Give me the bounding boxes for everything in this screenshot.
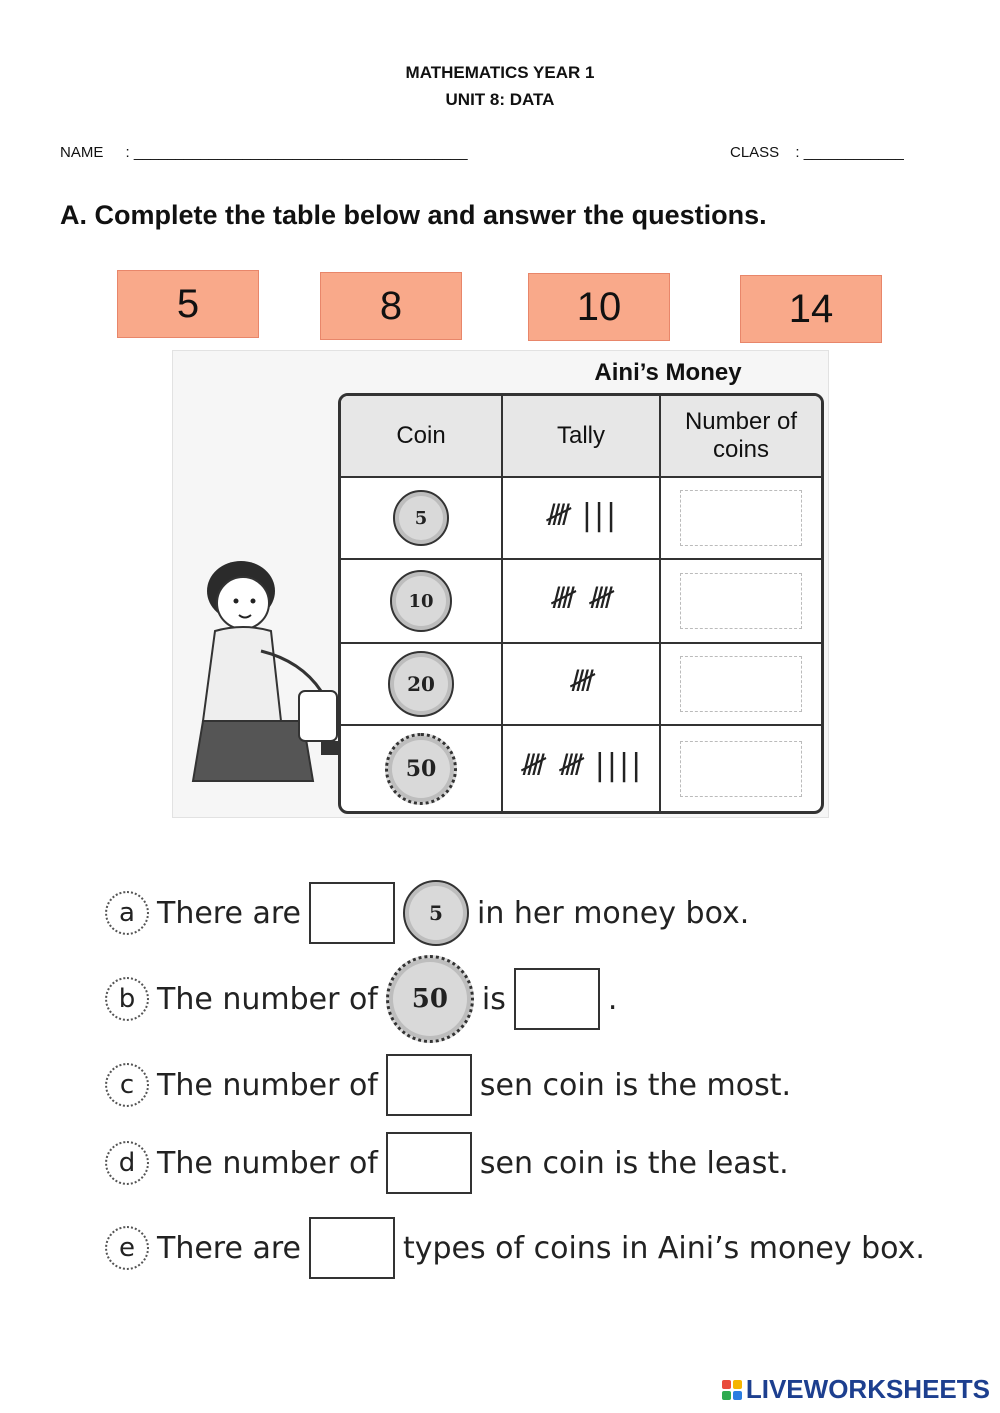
question-text-before: The number of — [157, 1067, 378, 1103]
table-row — [341, 478, 821, 560]
class-row — [730, 144, 904, 161]
header-number-of-coins: Number of coins — [661, 396, 821, 476]
table-row — [341, 726, 821, 811]
worksheet-subtitle: UNIT 8: DATA — [445, 90, 555, 109]
count-cell — [661, 478, 821, 558]
option-10[interactable]: 10 — [528, 273, 670, 341]
question-letter: e — [105, 1226, 149, 1270]
tally-table-panel — [172, 350, 829, 818]
coin-5-sen-icon — [403, 880, 469, 946]
tally-table — [338, 393, 824, 814]
table-row — [341, 560, 821, 644]
count-drop-zone-20-sen[interactable] — [680, 656, 802, 712]
question-d — [105, 1132, 789, 1194]
count-cell — [661, 726, 821, 811]
question-b — [105, 955, 617, 1043]
question-e — [105, 1217, 925, 1279]
question-text-after: sen coin is the most. — [479, 1067, 792, 1103]
coin-5-sen-icon — [393, 490, 449, 546]
count-drop-zone-10-sen[interactable] — [680, 573, 802, 629]
question-text-after: . — [607, 981, 618, 1017]
question-letter: c — [105, 1063, 149, 1107]
coin-value: 5 — [429, 901, 443, 925]
question-text-after: types of coins in Aini’s money box. — [402, 1230, 925, 1266]
tally-cell: 𝍸 ||| — [503, 478, 661, 558]
name-label: NAME — [60, 144, 104, 161]
question-text-after: sen coin is the least. — [479, 1145, 789, 1181]
tally-cell: 𝍸 𝍸 — [503, 560, 661, 642]
coin-20-sen-icon — [388, 651, 454, 717]
tally-cell: 𝍸 — [503, 644, 661, 724]
option-5[interactable]: 5 — [117, 270, 259, 338]
question-letter: a — [105, 891, 149, 935]
count-drop-zone-50-sen[interactable] — [680, 741, 802, 797]
table-header-row — [341, 396, 821, 478]
coin-value: 5 — [414, 507, 428, 529]
answer-box-c[interactable] — [386, 1054, 472, 1116]
table-row — [341, 644, 821, 726]
header-coin: Coin — [341, 396, 503, 476]
coin-cell — [341, 478, 503, 558]
question-text-after: in her money box. — [476, 895, 750, 931]
worksheet-title: MATHEMATICS YEAR 1 — [405, 63, 595, 82]
coin-10-sen-icon — [390, 570, 452, 632]
class-line: : ____________ — [795, 144, 904, 161]
name-row — [60, 144, 468, 161]
brand-text: LIVEWORKSHEETS — [745, 1374, 990, 1404]
coin-cell — [341, 560, 503, 642]
coin-50-sen-icon — [386, 955, 474, 1043]
question-letter: b — [105, 977, 149, 1021]
count-cell — [661, 644, 821, 724]
option-14[interactable]: 14 — [740, 275, 882, 343]
coin-50-sen-icon — [385, 733, 457, 805]
question-text-before: The number of — [157, 981, 378, 1017]
question-c — [105, 1054, 791, 1116]
coin-cell — [341, 644, 503, 724]
girl-illustration — [181, 551, 341, 791]
logo-grid-icon — [722, 1380, 742, 1400]
count-drop-zone-5-sen[interactable] — [680, 490, 802, 546]
question-text-before: There are — [157, 895, 301, 931]
option-8[interactable]: 8 — [320, 272, 462, 340]
coin-cell — [341, 726, 503, 811]
answer-box-e[interactable] — [309, 1217, 395, 1279]
table-title: Aini’s Money — [594, 359, 742, 386]
name-line: : ________________________________________ — [125, 144, 468, 161]
question-letter: d — [105, 1141, 149, 1185]
question-text-before: There are — [157, 1230, 301, 1266]
coin-value: 10 — [408, 590, 434, 612]
answer-box-a[interactable] — [309, 882, 395, 944]
answer-box-d[interactable] — [386, 1132, 472, 1194]
coin-value: 20 — [407, 672, 435, 696]
question-text-mid: is — [481, 981, 506, 1017]
answer-box-b[interactable] — [514, 968, 600, 1030]
section-a-title: A. Complete the table below and answer the questions. — [60, 200, 767, 230]
coin-value: 50 — [405, 755, 437, 782]
class-label: CLASS — [730, 144, 780, 161]
count-cell — [661, 560, 821, 642]
liveworksheets-logo — [722, 1374, 990, 1405]
question-text-before: The number of — [157, 1145, 378, 1181]
question-a — [105, 880, 749, 946]
coin-value: 50 — [411, 984, 448, 1014]
tally-cell: 𝍸 𝍸 |||| — [503, 726, 661, 811]
header-tally: Tally — [503, 396, 661, 476]
